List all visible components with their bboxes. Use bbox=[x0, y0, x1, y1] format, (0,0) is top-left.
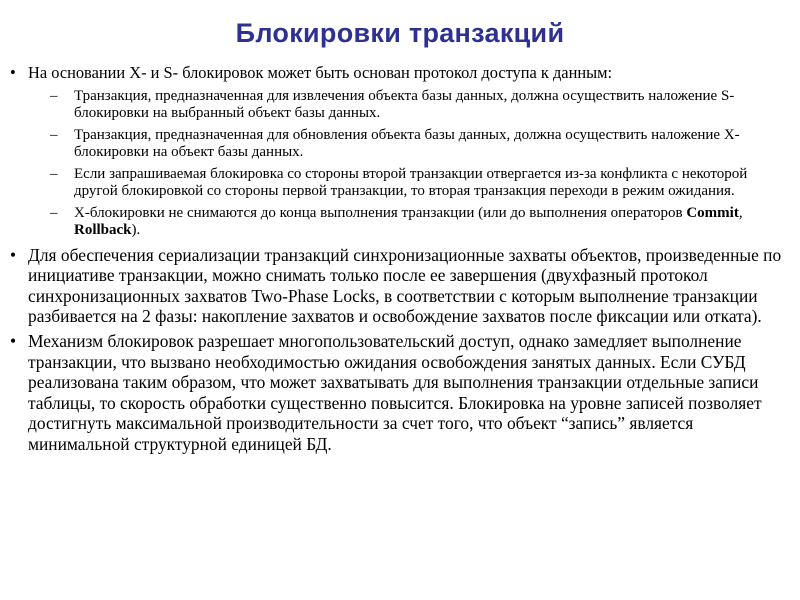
bullet-text: Механизм блокировок разрешает многопользовательский доступ, однако замедляет выполнение транзакции, что вызвано необходимостью ожидания освобождения занятых данных. Если СУБД реализована таким образом, что может захватывать для выполнения транзакции отдельные записи таблицы, то скорость обработки существенно повысится. Блокировка на уровне записей позволяет достигнуть максимальной производительности за счет того, что объект “запись” является минимальной структурной единицей БД. bbox=[28, 330, 762, 454]
slide-content bbox=[10, 64, 794, 459]
bullet-item bbox=[10, 64, 794, 83]
sub-list bbox=[10, 88, 794, 240]
bullet-item bbox=[10, 245, 794, 327]
sub-item-text: Транзакция, предназначенная для извлечения объекта базы данных, должна осуществить наложение S- блокировки на выбранный объект базы данных. bbox=[74, 87, 735, 122]
sub-item-text: Транзакция, предназначенная для обновления объекта базы данных, должна осуществить наложение X-блокировки на объект базы данных. bbox=[74, 126, 740, 161]
bullet-marker: • bbox=[10, 244, 17, 265]
sub-item bbox=[10, 127, 794, 162]
sub-item-text: Если запрашиваемая блокировка со стороны второй транзакции отвергается из-за конфликта с некоторой другой блокировкой со стороны первой транзакции, то вторая транзакция переходи в режим ожидания. bbox=[74, 165, 748, 200]
bullet-item bbox=[10, 331, 794, 455]
operator-separator: , bbox=[738, 204, 743, 221]
bullet-marker: • bbox=[10, 63, 16, 82]
commit-operator: Commit bbox=[686, 204, 739, 221]
dash-marker: – bbox=[50, 87, 58, 104]
dash-marker: – bbox=[50, 165, 58, 182]
sub-item bbox=[10, 166, 794, 201]
dash-marker: – bbox=[50, 204, 58, 221]
sub-item bbox=[10, 88, 794, 123]
sub-item-text-end: ). bbox=[131, 222, 141, 239]
slide-title: Блокировки транзакций bbox=[235, 18, 565, 48]
bullet-marker: • bbox=[10, 330, 17, 351]
rollback-operator: Rollback bbox=[74, 222, 132, 239]
bullet-text: Для обеспечения сериализации транзакций синхронизационные захваты объектов, произведенные по инициативе транзакции, можно снимать только после ее завершения (двухфазный протокол синхронизационных захватов Two-Phase Locks, в соответствии с которым выполнение транзакции разбивается на 2 фазы: накопление захватов и освобождение захватов после фиксации или отката). bbox=[28, 244, 782, 327]
bullet-text: На основании X- и S- блокировок может быть основан протокол доступа к данным: bbox=[28, 63, 613, 82]
dash-marker: – bbox=[50, 126, 58, 143]
sub-item-text-start: X-блокировки не снимаются до конца выполнения транзакции (или до выполнения операторов bbox=[74, 204, 687, 221]
sub-item bbox=[10, 205, 794, 240]
